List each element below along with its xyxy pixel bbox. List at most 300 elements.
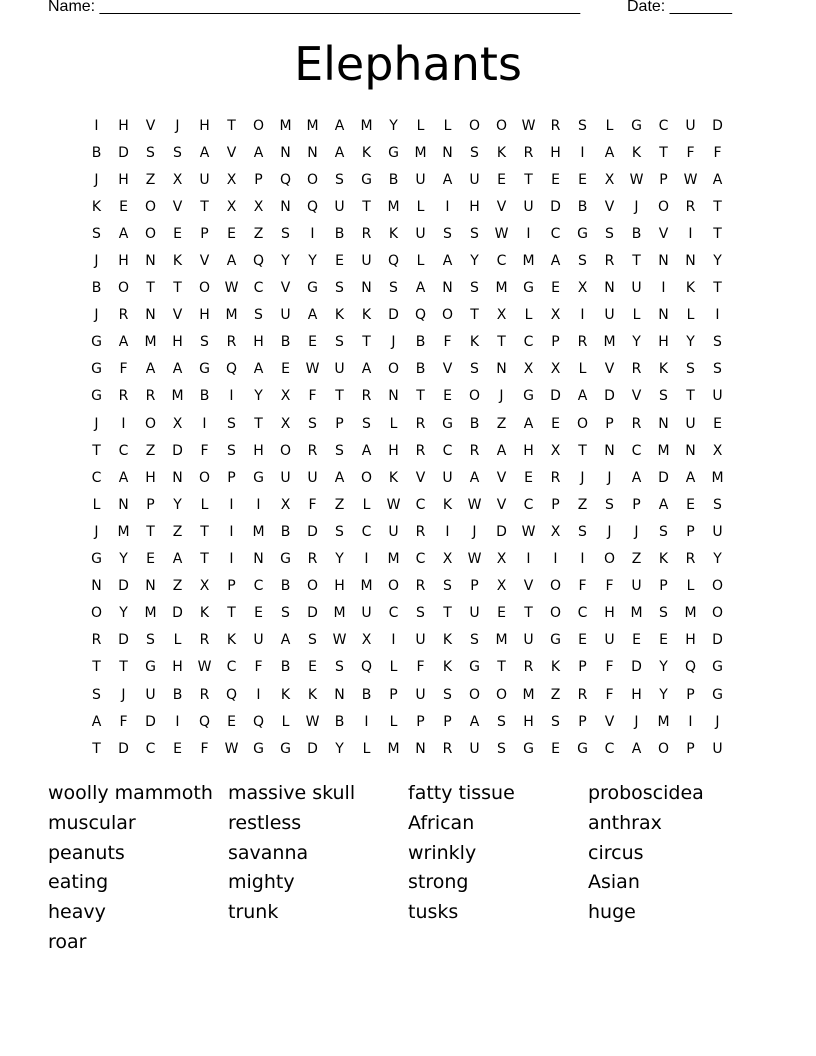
grid-letter[interactable]: H — [253, 334, 264, 351]
grid-letter[interactable]: X — [280, 415, 291, 432]
grid-letter[interactable]: G — [712, 686, 723, 703]
grid-letter[interactable]: T — [524, 605, 533, 622]
grid-letter[interactable]: D — [118, 144, 129, 161]
grid-letter[interactable]: W — [629, 171, 644, 188]
grid-letter[interactable]: J — [634, 523, 639, 540]
grid-letter[interactable]: W — [224, 740, 239, 757]
grid-letter[interactable]: A — [145, 361, 156, 378]
grid-letter[interactable]: N — [442, 280, 453, 297]
grid-letter[interactable]: O — [657, 198, 670, 215]
grid-letter[interactable]: O — [549, 605, 562, 622]
grid-letter[interactable]: C — [361, 523, 372, 540]
grid-letter[interactable]: M — [333, 605, 346, 622]
grid-letter[interactable]: H — [118, 117, 129, 134]
grid-letter[interactable]: Q — [225, 686, 238, 703]
grid-letter[interactable]: R — [415, 442, 426, 459]
grid-letter[interactable]: Q — [360, 659, 373, 676]
grid-letter[interactable]: U — [631, 280, 642, 297]
grid-letter[interactable]: L — [632, 307, 641, 324]
grid-letter[interactable]: M — [387, 198, 400, 215]
grid-letter[interactable]: H — [172, 334, 183, 351]
grid-letter[interactable]: F — [605, 578, 614, 595]
grid-letter[interactable]: H — [199, 307, 210, 324]
grid-letter[interactable]: O — [495, 117, 508, 134]
grid-letter[interactable]: U — [712, 523, 723, 540]
grid-letter[interactable]: M — [279, 117, 292, 134]
grid-letter[interactable]: X — [280, 388, 291, 405]
grid-letter[interactable]: T — [686, 388, 695, 405]
grid-letter[interactable]: L — [443, 117, 452, 134]
grid-letter[interactable]: A — [172, 361, 183, 378]
grid-letter[interactable]: B — [334, 225, 345, 242]
grid-letter[interactable]: X — [550, 307, 561, 324]
grid-letter[interactable]: A — [685, 469, 696, 486]
grid-letter[interactable]: N — [145, 307, 156, 324]
grid-letter[interactable]: Z — [631, 551, 642, 568]
name-field-label[interactable]: Name: ______________________________________________________ — [48, 0, 581, 15]
grid-letter[interactable]: K — [307, 686, 318, 703]
grid-letter[interactable]: Y — [335, 551, 344, 568]
grid-letter[interactable]: U — [388, 523, 399, 540]
grid-letter[interactable]: H — [631, 686, 642, 703]
grid-letter[interactable]: J — [634, 713, 639, 730]
grid-letter[interactable]: H — [550, 144, 561, 161]
grid-letter[interactable]: U — [604, 307, 615, 324]
grid-letter[interactable]: U — [415, 686, 426, 703]
grid-letter[interactable]: P — [443, 713, 452, 730]
grid-letter[interactable]: X — [577, 280, 588, 297]
date-field-label[interactable]: Date: _______ — [627, 0, 732, 15]
grid-letter[interactable]: U — [361, 253, 372, 270]
grid-letter[interactable]: D — [550, 388, 561, 405]
grid-letter[interactable]: A — [334, 144, 345, 161]
grid-letter[interactable]: M — [414, 144, 427, 161]
grid-letter[interactable]: W — [197, 659, 212, 676]
grid-letter[interactable]: A — [712, 171, 723, 188]
grid-letter[interactable]: X — [550, 361, 561, 378]
grid-letter[interactable]: N — [172, 469, 183, 486]
grid-letter[interactable]: V — [280, 280, 291, 297]
grid-letter[interactable]: U — [469, 605, 480, 622]
grid-letter[interactable]: E — [713, 415, 722, 432]
grid-letter[interactable]: I — [94, 117, 99, 134]
grid-letter[interactable]: C — [145, 740, 156, 757]
grid-letter[interactable]: A — [199, 144, 210, 161]
grid-letter[interactable]: H — [145, 469, 156, 486]
grid-letter[interactable]: J — [634, 198, 639, 215]
grid-letter[interactable]: F — [578, 578, 587, 595]
grid-letter[interactable]: E — [173, 740, 182, 757]
grid-letter[interactable]: S — [470, 225, 479, 242]
grid-letter[interactable]: N — [685, 442, 696, 459]
grid-letter[interactable]: H — [172, 659, 183, 676]
grid-letter[interactable]: J — [94, 253, 99, 270]
grid-letter[interactable]: N — [253, 551, 264, 568]
grid-letter[interactable]: F — [416, 659, 425, 676]
grid-letter[interactable]: U — [280, 307, 291, 324]
grid-letter[interactable]: G — [577, 740, 588, 757]
grid-letter[interactable]: S — [335, 523, 344, 540]
grid-letter[interactable]: A — [253, 144, 264, 161]
grid-letter[interactable]: A — [280, 632, 291, 649]
grid-letter[interactable]: A — [226, 253, 237, 270]
grid-letter[interactable]: S — [254, 307, 263, 324]
grid-letter[interactable]: P — [335, 415, 344, 432]
grid-letter[interactable]: F — [308, 496, 317, 513]
grid-letter[interactable]: S — [281, 225, 290, 242]
grid-letter[interactable]: N — [685, 253, 696, 270]
grid-letter[interactable]: E — [308, 334, 317, 351]
grid-letter[interactable]: K — [91, 198, 102, 215]
grid-letter[interactable]: R — [415, 415, 426, 432]
grid-letter[interactable]: S — [605, 496, 614, 513]
grid-letter[interactable]: G — [388, 144, 399, 161]
grid-letter[interactable]: T — [713, 280, 722, 297]
grid-letter[interactable]: B — [172, 686, 183, 703]
grid-letter[interactable]: R — [118, 388, 129, 405]
grid-letter[interactable]: X — [442, 551, 453, 568]
grid-letter[interactable]: S — [497, 713, 506, 730]
grid-letter[interactable]: Y — [173, 496, 182, 513]
grid-letter[interactable]: N — [361, 280, 372, 297]
grid-letter[interactable]: T — [578, 442, 587, 459]
grid-letter[interactable]: N — [145, 578, 156, 595]
grid-letter[interactable]: I — [310, 225, 315, 242]
grid-letter[interactable]: K — [496, 144, 507, 161]
grid-letter[interactable]: I — [526, 225, 531, 242]
grid-letter[interactable]: X — [550, 442, 561, 459]
grid-letter[interactable]: A — [631, 740, 642, 757]
grid-letter[interactable]: G — [91, 361, 102, 378]
grid-letter[interactable]: R — [415, 578, 426, 595]
grid-letter[interactable]: X — [172, 415, 183, 432]
grid-letter[interactable]: D — [307, 740, 318, 757]
grid-letter[interactable]: U — [415, 225, 426, 242]
grid-letter[interactable]: E — [497, 605, 506, 622]
grid-letter[interactable]: R — [685, 198, 696, 215]
grid-letter[interactable]: Y — [254, 388, 263, 405]
grid-letter[interactable]: B — [199, 388, 210, 405]
grid-letter[interactable]: B — [91, 280, 102, 297]
grid-letter[interactable]: L — [524, 307, 533, 324]
grid-letter[interactable]: O — [252, 117, 265, 134]
grid-letter[interactable]: S — [335, 659, 344, 676]
grid-letter[interactable]: R — [550, 117, 561, 134]
grid-letter[interactable]: K — [631, 144, 642, 161]
grid-letter[interactable]: S — [686, 361, 695, 378]
grid-letter[interactable]: P — [578, 659, 587, 676]
grid-letter[interactable]: N — [496, 361, 507, 378]
grid-letter[interactable]: D — [496, 523, 507, 540]
grid-letter[interactable]: F — [443, 334, 452, 351]
grid-letter[interactable]: W — [521, 523, 536, 540]
grid-letter[interactable]: Z — [172, 578, 183, 595]
grid-letter[interactable]: M — [387, 551, 400, 568]
grid-letter[interactable]: P — [227, 469, 236, 486]
grid-letter[interactable]: F — [200, 442, 209, 459]
grid-letter[interactable]: O — [441, 307, 454, 324]
grid-letter[interactable]: L — [200, 496, 209, 513]
grid-letter[interactable]: V — [442, 361, 453, 378]
grid-letter[interactable]: H — [523, 442, 534, 459]
grid-letter[interactable]: O — [711, 605, 724, 622]
grid-letter[interactable]: Y — [119, 551, 128, 568]
grid-letter[interactable]: S — [173, 144, 182, 161]
grid-letter[interactable]: P — [416, 713, 425, 730]
grid-letter[interactable]: S — [443, 225, 452, 242]
grid-letter[interactable]: N — [91, 578, 102, 595]
grid-letter[interactable]: S — [335, 334, 344, 351]
grid-letter[interactable]: R — [199, 632, 210, 649]
grid-letter[interactable]: R — [307, 442, 318, 459]
grid-letter[interactable]: J — [715, 713, 720, 730]
grid-letter[interactable]: U — [145, 686, 156, 703]
grid-letter[interactable]: D — [172, 605, 183, 622]
grid-letter[interactable]: T — [713, 198, 722, 215]
grid-letter[interactable]: D — [658, 469, 669, 486]
grid-letter[interactable]: E — [578, 632, 587, 649]
grid-letter[interactable]: Q — [252, 253, 265, 270]
grid-letter[interactable]: P — [146, 496, 155, 513]
grid-letter[interactable]: S — [92, 225, 101, 242]
grid-letter[interactable]: S — [443, 686, 452, 703]
grid-letter[interactable]: N — [118, 496, 129, 513]
grid-letter[interactable]: D — [172, 442, 183, 459]
grid-letter[interactable]: H — [469, 198, 480, 215]
grid-letter[interactable]: T — [200, 551, 209, 568]
grid-letter[interactable]: O — [603, 551, 616, 568]
grid-letter[interactable]: G — [442, 415, 453, 432]
grid-letter[interactable]: L — [362, 496, 371, 513]
grid-letter[interactable]: P — [200, 225, 209, 242]
grid-letter[interactable]: P — [686, 686, 695, 703]
grid-letter[interactable]: W — [305, 361, 320, 378]
grid-letter[interactable]: A — [334, 469, 345, 486]
grid-letter[interactable]: M — [171, 388, 184, 405]
grid-letter[interactable]: D — [388, 307, 399, 324]
grid-letter[interactable]: D — [631, 659, 642, 676]
grid-letter[interactable]: B — [280, 659, 291, 676]
grid-letter[interactable]: D — [307, 605, 318, 622]
grid-letter[interactable]: N — [658, 253, 669, 270]
grid-letter[interactable]: M — [306, 117, 319, 134]
grid-letter[interactable]: L — [416, 117, 425, 134]
grid-letter[interactable]: L — [281, 713, 290, 730]
grid-letter[interactable]: P — [227, 578, 236, 595]
grid-letter[interactable]: G — [307, 280, 318, 297]
grid-letter[interactable]: G — [361, 171, 372, 188]
grid-letter[interactable]: L — [686, 307, 695, 324]
grid-letter[interactable]: Y — [470, 253, 479, 270]
grid-letter[interactable]: E — [659, 632, 668, 649]
grid-letter[interactable]: P — [659, 578, 668, 595]
grid-letter[interactable]: F — [605, 686, 614, 703]
grid-letter[interactable]: C — [226, 659, 237, 676]
grid-letter[interactable]: Q — [198, 713, 211, 730]
grid-letter[interactable]: R — [550, 469, 561, 486]
grid-letter[interactable]: U — [442, 469, 453, 486]
grid-letter[interactable]: Z — [145, 171, 156, 188]
grid-letter[interactable]: W — [521, 117, 536, 134]
grid-letter[interactable]: S — [146, 632, 155, 649]
grid-letter[interactable]: Y — [335, 740, 344, 757]
grid-letter[interactable]: R — [685, 551, 696, 568]
grid-letter[interactable]: Y — [659, 659, 668, 676]
grid-letter[interactable]: S — [335, 171, 344, 188]
grid-letter[interactable]: R — [631, 361, 642, 378]
grid-letter[interactable]: A — [631, 469, 642, 486]
grid-letter[interactable]: M — [684, 605, 697, 622]
grid-letter[interactable]: D — [550, 198, 561, 215]
grid-letter[interactable]: I — [580, 307, 585, 324]
grid-letter[interactable]: Y — [632, 334, 641, 351]
grid-letter[interactable]: T — [92, 659, 101, 676]
grid-letter[interactable]: S — [335, 280, 344, 297]
grid-letter[interactable]: W — [683, 171, 698, 188]
grid-letter[interactable]: R — [577, 686, 588, 703]
grid-letter[interactable]: J — [121, 686, 126, 703]
grid-letter[interactable]: M — [603, 334, 616, 351]
grid-letter[interactable]: I — [688, 713, 693, 730]
grid-letter[interactable]: Y — [308, 253, 317, 270]
grid-letter[interactable]: A — [118, 469, 129, 486]
grid-letter[interactable]: I — [229, 523, 234, 540]
grid-letter[interactable]: Y — [659, 686, 668, 703]
grid-letter[interactable]: A — [253, 361, 264, 378]
grid-letter[interactable]: B — [91, 144, 102, 161]
grid-letter[interactable]: W — [467, 496, 482, 513]
grid-letter[interactable]: B — [280, 578, 291, 595]
grid-letter[interactable]: I — [445, 198, 450, 215]
grid-letter[interactable]: N — [658, 307, 669, 324]
grid-letter[interactable]: L — [362, 740, 371, 757]
grid-letter[interactable]: T — [524, 171, 533, 188]
grid-letter[interactable]: C — [415, 496, 426, 513]
grid-letter[interactable]: P — [659, 171, 668, 188]
grid-letter[interactable]: E — [524, 469, 533, 486]
grid-letter[interactable]: J — [472, 523, 477, 540]
grid-letter[interactable]: X — [523, 361, 534, 378]
grid-letter[interactable]: G — [145, 659, 156, 676]
grid-letter[interactable]: R — [523, 659, 534, 676]
grid-letter[interactable]: E — [632, 632, 641, 649]
grid-letter[interactable]: D — [604, 388, 615, 405]
grid-letter[interactable]: B — [415, 334, 426, 351]
grid-letter[interactable]: K — [280, 686, 291, 703]
grid-letter[interactable]: E — [497, 171, 506, 188]
grid-letter[interactable]: N — [388, 388, 399, 405]
grid-letter[interactable]: A — [550, 253, 561, 270]
grid-letter[interactable]: Z — [577, 496, 588, 513]
grid-letter[interactable]: D — [118, 578, 129, 595]
grid-letter[interactable]: E — [308, 659, 317, 676]
grid-letter[interactable]: G — [91, 551, 102, 568]
grid-letter[interactable]: S — [281, 605, 290, 622]
grid-letter[interactable]: D — [118, 632, 129, 649]
grid-letter[interactable]: E — [443, 388, 452, 405]
grid-letter[interactable]: O — [198, 469, 211, 486]
grid-letter[interactable]: C — [631, 442, 642, 459]
grid-letter[interactable]: R — [361, 225, 372, 242]
grid-letter[interactable]: I — [202, 415, 207, 432]
grid-letter[interactable]: S — [578, 117, 587, 134]
grid-letter[interactable]: X — [496, 307, 507, 324]
grid-letter[interactable]: B — [280, 523, 291, 540]
grid-letter[interactable]: I — [175, 713, 180, 730]
grid-letter[interactable]: I — [121, 415, 126, 432]
grid-letter[interactable]: A — [91, 713, 102, 730]
grid-letter[interactable]: G — [712, 659, 723, 676]
grid-letter[interactable]: E — [281, 361, 290, 378]
grid-letter[interactable]: J — [94, 523, 99, 540]
grid-letter[interactable]: T — [362, 334, 371, 351]
grid-letter[interactable]: T — [227, 117, 236, 134]
grid-letter[interactable]: A — [118, 225, 129, 242]
grid-letter[interactable]: V — [226, 144, 237, 161]
grid-letter[interactable]: U — [199, 171, 210, 188]
grid-letter[interactable]: L — [578, 361, 587, 378]
grid-letter[interactable]: O — [387, 361, 400, 378]
grid-letter[interactable]: T — [200, 523, 209, 540]
grid-letter[interactable]: X — [199, 578, 210, 595]
grid-letter[interactable]: K — [361, 307, 372, 324]
grid-letter[interactable]: S — [578, 523, 587, 540]
grid-letter[interactable]: S — [470, 632, 479, 649]
grid-letter[interactable]: L — [605, 117, 614, 134]
grid-letter[interactable]: J — [94, 415, 99, 432]
grid-letter[interactable]: S — [146, 144, 155, 161]
grid-letter[interactable]: Q — [684, 659, 697, 676]
grid-letter[interactable]: C — [658, 117, 669, 134]
grid-letter[interactable]: S — [200, 334, 209, 351]
grid-letter[interactable]: Z — [550, 686, 561, 703]
grid-letter[interactable]: P — [632, 496, 641, 513]
grid-letter[interactable]: R — [307, 551, 318, 568]
grid-letter[interactable]: C — [577, 605, 588, 622]
grid-letter[interactable]: O — [306, 171, 319, 188]
grid-letter[interactable]: K — [658, 551, 669, 568]
grid-letter[interactable]: N — [334, 686, 345, 703]
grid-letter[interactable]: E — [254, 605, 263, 622]
grid-letter[interactable]: S — [713, 361, 722, 378]
grid-letter[interactable]: P — [551, 334, 560, 351]
grid-letter[interactable]: S — [713, 334, 722, 351]
grid-letter[interactable]: N — [307, 144, 318, 161]
grid-letter[interactable]: K — [361, 144, 372, 161]
grid-letter[interactable]: T — [92, 740, 101, 757]
grid-letter[interactable]: U — [523, 632, 534, 649]
grid-letter[interactable]: Z — [253, 225, 264, 242]
grid-letter[interactable]: I — [229, 551, 234, 568]
grid-letter[interactable]: X — [361, 632, 372, 649]
grid-letter[interactable]: R — [145, 388, 156, 405]
grid-letter[interactable]: E — [551, 280, 560, 297]
grid-letter[interactable]: L — [389, 713, 398, 730]
grid-letter[interactable]: I — [364, 551, 369, 568]
grid-letter[interactable]: R — [442, 740, 453, 757]
grid-letter[interactable]: A — [334, 117, 345, 134]
grid-letter[interactable]: L — [416, 198, 425, 215]
grid-letter[interactable]: I — [229, 388, 234, 405]
grid-letter[interactable]: S — [470, 144, 479, 161]
grid-letter[interactable]: H — [604, 605, 615, 622]
grid-letter[interactable]: A — [604, 144, 615, 161]
grid-letter[interactable]: R — [631, 415, 642, 432]
grid-letter[interactable]: J — [175, 117, 180, 134]
grid-letter[interactable]: S — [605, 225, 614, 242]
grid-letter[interactable]: O — [144, 225, 157, 242]
grid-letter[interactable]: I — [445, 523, 450, 540]
